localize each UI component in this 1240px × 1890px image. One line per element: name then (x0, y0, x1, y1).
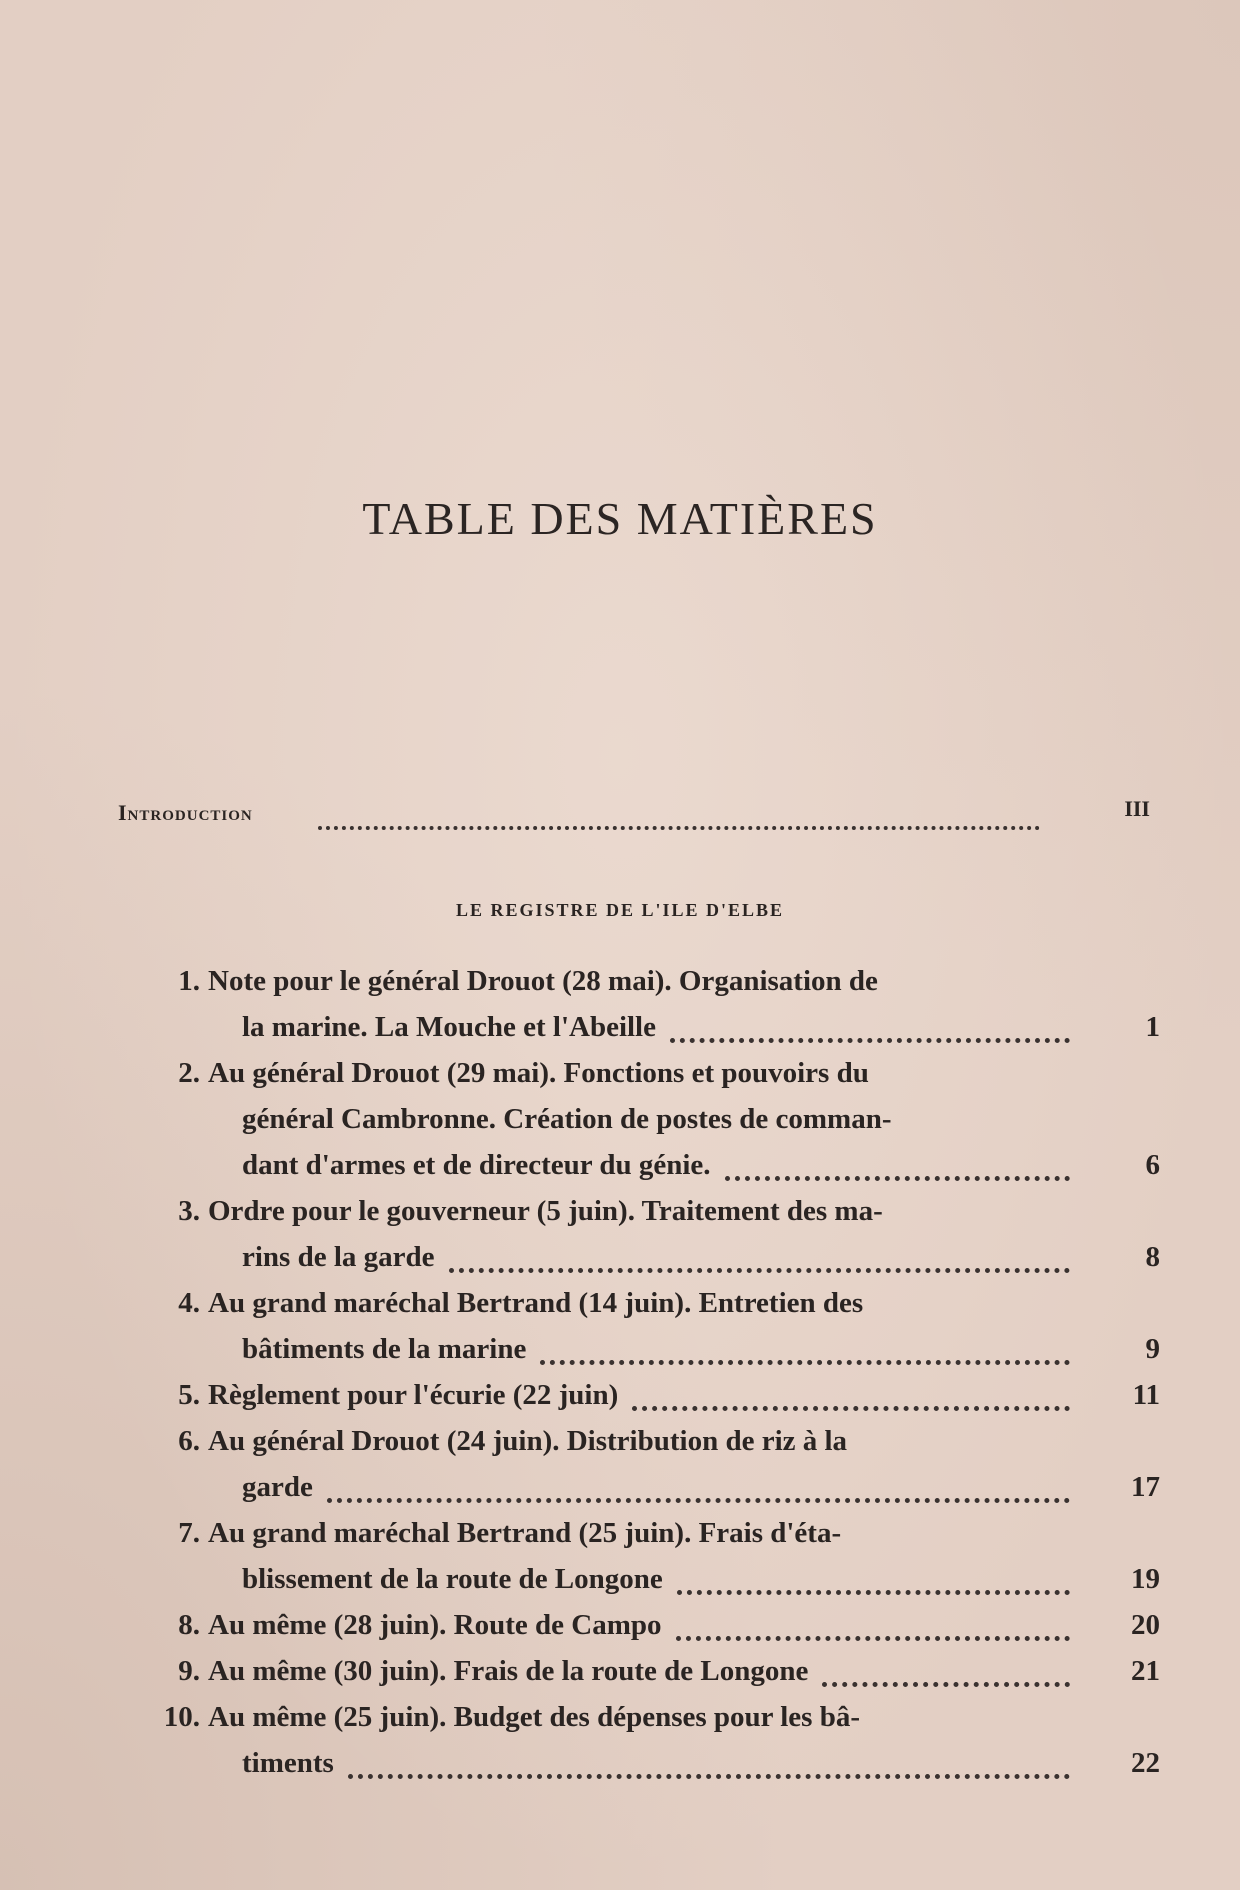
toc-entry-line (150, 958, 1160, 1004)
toc-entry-line (150, 1050, 1160, 1096)
toc-entry-page-number: 9 (1145, 1333, 1160, 1365)
toc-entry-text: Au même (25 juin). Budget des dépenses pour les bâ- (208, 1701, 861, 1733)
toc-entry-page-number: 1 (1145, 1011, 1160, 1043)
toc-entry-number: 5. (178, 1379, 200, 1411)
toc-entry (150, 1372, 1160, 1418)
toc-entry (150, 1188, 1160, 1280)
toc-entry-line (150, 1556, 1160, 1602)
toc-entry-text: bâtiments de la marine (242, 1333, 527, 1365)
toc-entry-line (150, 1004, 1160, 1050)
section-title: LE REGISTRE DE L'ILE D'ELBE (455, 900, 785, 920)
introduction-label: Introduction (118, 800, 253, 825)
toc-entry-number: 4. (178, 1287, 200, 1319)
toc-entry-text: Au général Drouot (29 mai). Fonctions et pouvoirs du (208, 1057, 869, 1089)
leader-dots (449, 1238, 1070, 1273)
toc-entry-text: Au général Drouot (24 juin). Distribution de riz à la (208, 1425, 848, 1457)
toc-entry-page-number: 20 (1131, 1609, 1160, 1641)
toc-entry-number: 6. (178, 1425, 200, 1457)
toc-entry-page-number: 8 (1145, 1241, 1160, 1273)
toc-entry-number: 9. (178, 1655, 200, 1687)
toc-entry-text: Au même (30 juin). Frais de la route de Longone (208, 1655, 809, 1687)
toc-entry-number: 7. (178, 1517, 200, 1549)
toc-introduction-row (118, 796, 1160, 840)
toc-entry-line (150, 1418, 1160, 1464)
toc-entry-line (150, 1372, 1160, 1418)
toc-entry-page-number: 19 (1131, 1563, 1160, 1595)
toc-entry (150, 1280, 1160, 1372)
toc-entry-line (150, 1510, 1160, 1556)
leader-dots (540, 1330, 1070, 1365)
toc-entry (150, 1694, 1160, 1786)
toc-entry-number: 10. (163, 1701, 200, 1733)
toc-entry-line (150, 1740, 1160, 1786)
toc-entry-text: Au grand maréchal Bertrand (25 juin). Frais d'éta- (208, 1517, 842, 1549)
leader-dots (822, 1652, 1070, 1687)
toc-entry-line (150, 1326, 1160, 1372)
toc-entry-number: 1. (178, 965, 200, 997)
toc-entry-number: 3. (178, 1195, 200, 1227)
toc-entry-text: garde (242, 1471, 313, 1503)
toc-entry-text: dant d'armes et de directeur du génie. (242, 1149, 711, 1181)
toc-entry-text: Ordre pour le gouverneur (5 juin). Traitement des ma- (208, 1195, 883, 1227)
leader-dots (725, 1146, 1070, 1181)
toc-entry-line (150, 1234, 1160, 1280)
toc-entry-line (150, 1694, 1160, 1740)
toc-entry-line (150, 1188, 1160, 1234)
leader-dots (676, 1606, 1070, 1641)
toc-entry (150, 1510, 1160, 1602)
toc-entry-text: blissement de la route de Longone (242, 1563, 663, 1595)
toc-entry-page-number: 21 (1131, 1655, 1160, 1687)
toc-entry-page-number: 22 (1131, 1747, 1160, 1779)
toc-entry (150, 1602, 1160, 1648)
toc-entry-text: Règlement pour l'écurie (22 juin) (208, 1379, 619, 1411)
toc-entry (150, 958, 1160, 1050)
page-title: TABLE DES MATIÈRES (362, 493, 878, 544)
toc-entry (150, 1418, 1160, 1510)
leader-dots (670, 1008, 1070, 1043)
toc-entry-page-number: 11 (1132, 1379, 1160, 1411)
leader-dots (327, 1468, 1070, 1503)
toc-entry-line (150, 1280, 1160, 1326)
toc-entry-number: 8. (178, 1609, 200, 1641)
toc-entry-text: Au même (28 juin). Route de Campo (208, 1609, 662, 1641)
toc-entry-line (150, 1602, 1160, 1648)
toc-entry-text: timents (242, 1747, 334, 1779)
toc-entry-line (150, 1142, 1160, 1188)
introduction-page-number: III (1124, 796, 1150, 821)
leader-dots (318, 800, 1040, 830)
toc-entry-number: 2. (178, 1057, 200, 1089)
leader-dots (348, 1744, 1070, 1779)
toc-entry-line (150, 1464, 1160, 1510)
toc-entry-page-number: 17 (1131, 1471, 1160, 1503)
toc-entry-text: Au grand maréchal Bertrand (14 juin). Entretien des (208, 1287, 864, 1319)
toc-entry (150, 1050, 1160, 1188)
toc-entry (150, 1648, 1160, 1694)
toc-entry-text: Note pour le général Drouot (28 mai). Organisation de (208, 965, 878, 997)
toc-entry-page-number: 6 (1145, 1149, 1160, 1181)
toc-entry-line (150, 1648, 1160, 1694)
toc-entry-line (150, 1096, 1160, 1142)
toc-entry-text: rins de la garde (242, 1241, 435, 1273)
toc-entry-text: la marine. La Mouche et l'Abeille (242, 1011, 656, 1043)
toc-list (150, 958, 1160, 1786)
leader-dots (632, 1376, 1070, 1411)
leader-dots (677, 1560, 1070, 1595)
toc-entry-text: général Cambronne. Création de postes de comman- (242, 1103, 892, 1135)
